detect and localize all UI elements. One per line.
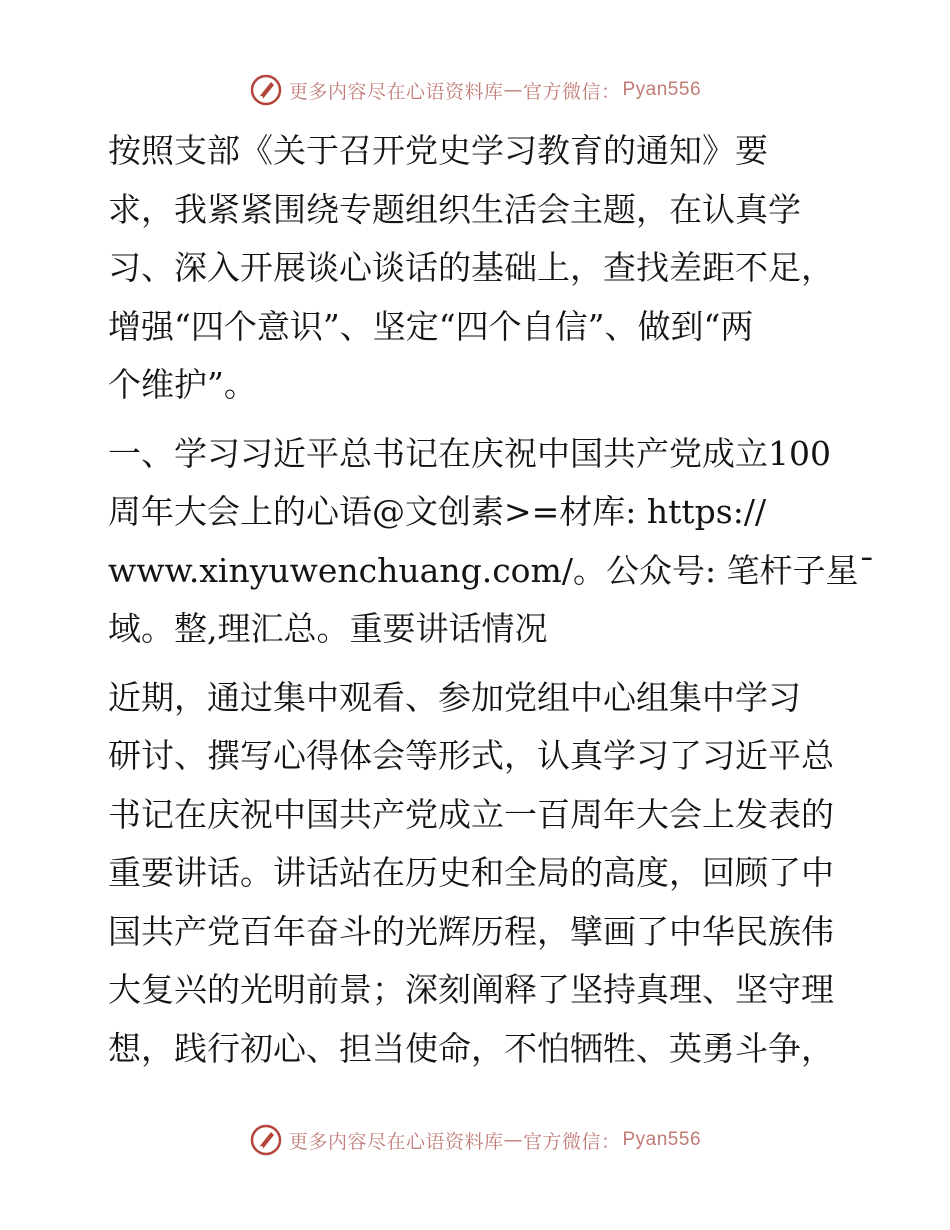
- pen-nib-logo-icon: [249, 1123, 283, 1157]
- text-line: 求，我紧紧围绕专题组织生活会主题，在认真学: [108, 189, 801, 229]
- text-line: 增强“四个意识”、坚定“四个自信”、做到“两: [108, 306, 754, 346]
- banner-separator: —: [503, 1129, 523, 1151]
- pen-nib-logo-icon: [249, 73, 283, 107]
- text-line: 个维护”。: [108, 365, 257, 404]
- text-line: www.xinyuwenchuang.com/。公众号: 笔杆子星¯: [108, 550, 876, 590]
- footer-banner: [0, 1120, 950, 1160]
- document-body: [98, 122, 876, 1078]
- banner-wechat-id: Pyan556: [622, 1129, 702, 1150]
- text-line: 域。整,理汇总。重要讲话情况: [108, 609, 548, 648]
- text-line: 想，践行初心、担当使命，不怕牺牲、英勇斗争，: [108, 1028, 834, 1068]
- text-line: 研讨、撰写心得体会等形式，认真学习了习近平总: [108, 736, 834, 775]
- paragraph-intro: [98, 122, 858, 415]
- text-line: 书记在庆祝中国共产党成立一百周年大会上发表的: [108, 794, 834, 834]
- header-banner: [0, 70, 950, 110]
- text-line: 按照支部《关于召开党史学习教育的通知》要: [108, 131, 768, 170]
- banner-wechat-id: Pyan556: [622, 79, 702, 100]
- banner-wechat-label: 官方微信：: [522, 80, 621, 103]
- paragraph-study: [98, 669, 858, 1079]
- text-line: 重要讲话。讲话站在历史和全局的高度，回顾了中: [108, 853, 834, 892]
- banner-site-text: 更多内容尽在心语资料库: [288, 1130, 504, 1153]
- banner-wechat-label: 官方微信：: [522, 1130, 621, 1153]
- paragraph-section-heading: [98, 425, 876, 659]
- banner-site-text: 更多内容尽在心语资料库: [288, 80, 504, 103]
- text-line: 近期，通过集中观看、参加党组中心组集中学习: [108, 677, 801, 717]
- text-line: 周年大会上的心语@文创素>=材库: https://: [108, 492, 767, 531]
- text-line: 大复兴的光明前景；深刻阐释了坚持真理、坚守理: [108, 970, 834, 1009]
- text-line: 一、学习习近平总书记在庆祝中国共产党成立100: [108, 433, 831, 473]
- text-line: 习、深入开展谈心谈话的基础上，查找差距不足，: [108, 248, 834, 287]
- banner-separator: —: [503, 79, 523, 101]
- text-line: 国共产党百年奋斗的光辉历程，擘画了中华民族伟: [108, 911, 834, 951]
